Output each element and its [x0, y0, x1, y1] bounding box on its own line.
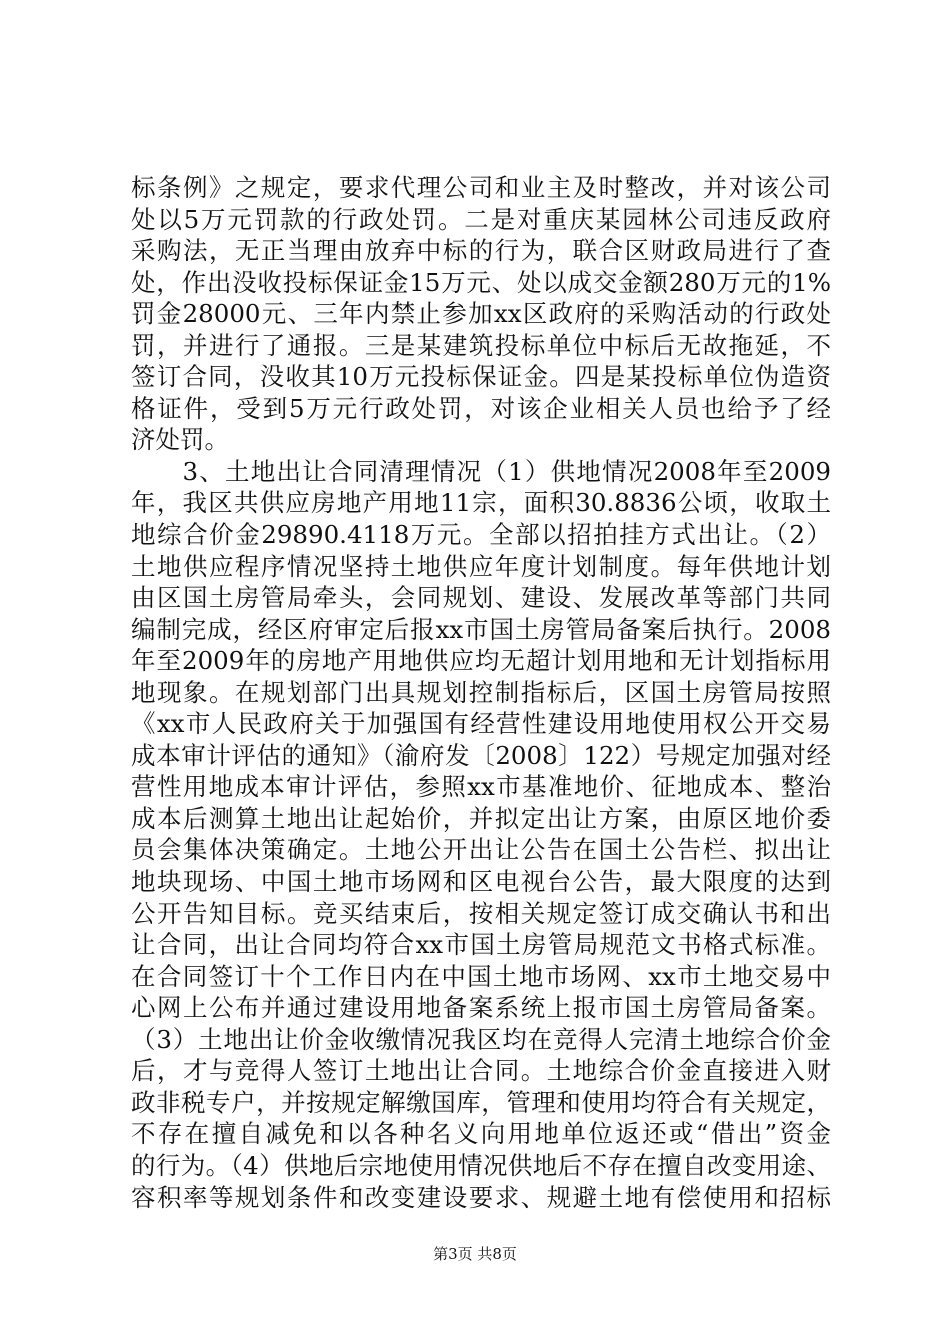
text-line-22: 员会集体决策确定。土地公开出让公告在国土公告栏、拟出让 — [131, 835, 831, 865]
text-line-20: 营性用地成本审计评估，参照xx市基准地价、征地成本、整治 — [131, 772, 831, 802]
text-line-32: 的行为。（4）供地后宗地使用情况供地后不存在擅自改变用途、 — [131, 1150, 831, 1180]
text-line-17: 地现象。在规划部门出具规划控制指标后，区国土房管局按照 — [131, 677, 831, 707]
text-line-29: 后，才与竞得人签订土地出让合同。土地综合价金直接进入财 — [131, 1056, 831, 1086]
text-line-13: 土地供应程序情况坚持土地供应年度计划制度。每年供地计划 — [131, 551, 831, 581]
text-line-33: 容积率等规划条件和改变建设要求、规避土地有偿使用和招标 — [131, 1182, 831, 1212]
text-line-1: 标条例》之规定，要求代理公司和业主及时整改，并对该公司 — [131, 173, 831, 202]
text-line-9: 济处罚。 — [131, 425, 229, 455]
text-line-4: 处，作出没收投标保证金15万元、处以成交金额280万元的1% — [131, 267, 831, 297]
text-line-24: 公开告知目标。竞买结束后，按相关规定签订成交确认书和出 — [131, 898, 831, 928]
page-footer: 第3页 共8页 — [433, 1245, 517, 1263]
text-line-19: 成本审计评估的通知》（渝府发〔2008〕122）号规定加强对经 — [131, 740, 831, 770]
text-line-18: 《xx市人民政府关于加强国有经营性建设用地使用权公开交易 — [131, 709, 831, 739]
text-line-28: （3）土地出让价金收缴情况我区均在竞得人完清土地综合价金 — [131, 1024, 831, 1054]
text-line-15: 编制完成，经区府审定后报xx市国土房管局备案后执行。2008 — [131, 614, 831, 644]
text-line-31: 不存在擅自减免和以各种名义向用地单位返还或“借出”资金 — [131, 1119, 831, 1149]
text-line-7: 签订合同，没收其10万元投标保证金。四是某投标单位伪造资 — [131, 362, 831, 392]
text-line-30: 政非税专户，并按规定解缴国库，管理和使用均符合有关规定， — [131, 1087, 831, 1117]
text-line-5: 罚金28000元、三年内禁止参加xx区政府的采购活动的行政处 — [131, 299, 831, 329]
text-line-12: 地综合价金29890.4118万元。全部以招拍挂方式出让。（2） — [131, 520, 831, 550]
text-line-8: 格证件，受到5万元行政处罚，对该企业相关人员也给予了经 — [131, 393, 831, 423]
text-line-21: 成本后测算土地出让起始价，并拟定出让方案，由原区地价委 — [131, 803, 831, 833]
text-line-10: 3、土地出让合同清理情况（1）供地情况2008年至2009 — [131, 456, 831, 486]
text-line-23: 地块现场、中国土地市场网和区电视台公告，最大限度的达到 — [131, 867, 831, 897]
text-line-14: 由区国土房管局牵头，会同规划、建设、发展改革等部门共同 — [131, 583, 831, 613]
text-line-27: 心网上公布并通过建设用地备案系统上报市国土房管局备案。 — [131, 993, 831, 1023]
body-text — [131, 172, 831, 1213]
text-line-6: 罚，并进行了通报。三是某建筑投标单位中标后无故拖延，不 — [131, 330, 831, 360]
text-line-11: 年，我区共供应房地产用地11宗，面积30.8836公顷，收取土 — [131, 488, 831, 518]
text-line-16: 年至2009年的房地产用地供应均无超计划用地和无计划指标用 — [131, 646, 831, 676]
text-line-2: 处以5万元罚款的行政处罚。二是对重庆某园林公司违反政府 — [131, 204, 831, 234]
text-line-25: 让合同，出让合同均符合xx市国土房管局规范文书格式标准。 — [131, 930, 831, 960]
text-line-26: 在合同签订十个工作日内在中国土地市场网、xx市土地交易中 — [131, 961, 831, 991]
text-line-3: 采购法，无正当理由放弃中标的行为，联合区财政局进行了查 — [131, 236, 831, 266]
